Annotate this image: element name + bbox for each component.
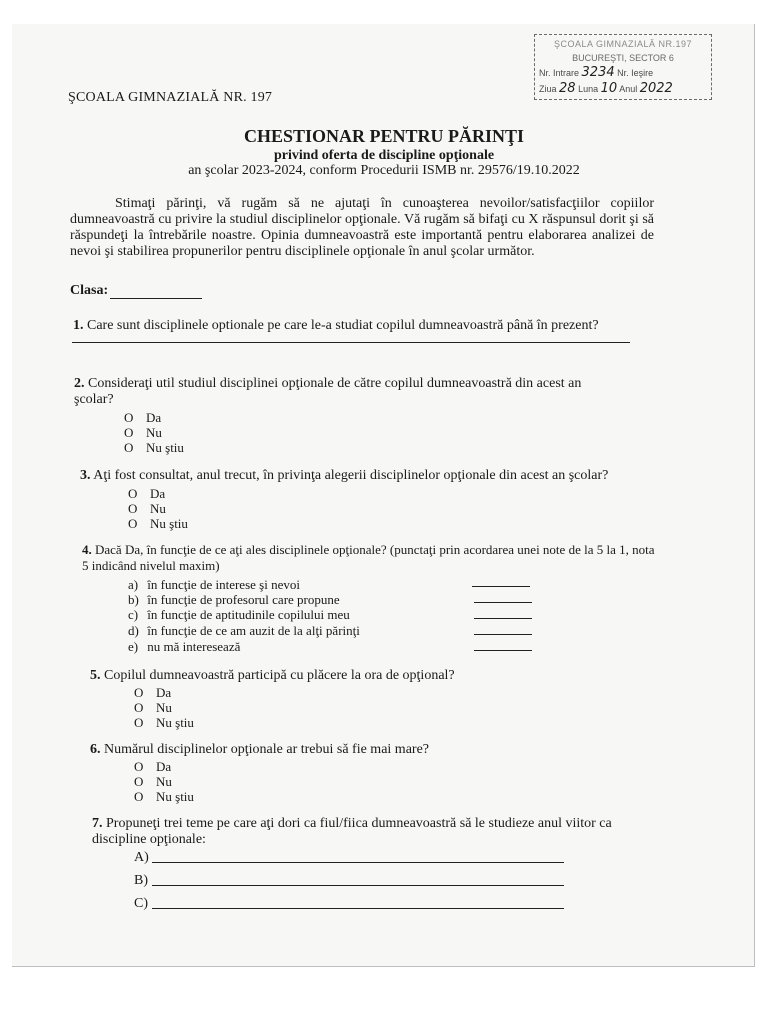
option-circle: O [128,501,138,516]
question-3-option-nu[interactable] [128,501,166,516]
item-letter: c) [128,607,139,622]
score-blank-c[interactable] [474,618,532,619]
option-circle: O [134,700,144,715]
intro-paragraph: Stimaţi părinţi, vă rugăm să ne ajutaţi în cunoaşterea nevoilor/satisfacţiilor copiilor dumneavoastră cu privire la studiul disciplinelor opţionale. Vă rugăm să bifaţi cu X răspunsul dorit şi să răspundeţi la întrebările noastre. Opinia dumneavoastră este importantă pentru elaborarea analizei de nevoi şi stabilirea propunerilor pentru disciplinele opţionale în anul şcolar următor. [70,196,654,259]
question-2-option-nu-stiu[interactable] [124,440,184,455]
option-circle: O [124,410,134,425]
question-5-number: 5. [90,668,101,683]
answer-a-line[interactable] [152,862,564,863]
question-2-number: 2. [74,376,85,391]
question-7-number: 7. [92,816,103,831]
stamp-month: 10 [600,81,618,96]
document-subtitle-year: an şcolar 2023-2024, conform Procedurii ISMB nr. 29576/19.10.2022 [188,163,580,178]
school-name: ŞCOALA GIMNAZIALĂ NR. 197 [68,90,273,105]
option-label: Nu ştiu [150,516,188,531]
option-circle: O [134,685,144,700]
question-5-option-nu[interactable] [134,700,172,715]
class-blank[interactable] [110,285,202,299]
option-label: Nu ştiu [146,440,184,455]
option-label: Nu [156,700,172,715]
question-6-option-nu-stiu[interactable] [134,789,194,804]
question-4-item-b [128,592,340,608]
stamp-address: BUCUREŞTI, SECTOR 6 [572,53,674,63]
stamp-school: ŞCOALA GIMNAZIALĂ NR.197 [553,39,693,49]
class-field [70,283,202,299]
question-4 [82,542,662,574]
question-4-item-a [128,577,300,593]
answer-b-label: B) [134,873,148,888]
stamp-number-row [539,66,653,80]
question-1 [73,318,599,334]
stamp-date-row [539,82,673,96]
option-circle: O [134,789,144,804]
question-3-option-nu-stiu[interactable] [128,516,188,531]
question-4-item-d [128,623,360,639]
question-4-number: 4. [82,542,92,557]
stamp-day-label: Ziua [539,84,557,94]
option-label: Nu ştiu [156,789,194,804]
score-blank-d[interactable] [474,634,532,635]
option-circle: O [128,486,138,501]
option-circle: O [134,759,144,774]
option-circle: O [134,715,144,730]
answer-b-line[interactable] [152,885,564,886]
option-label: Nu [156,774,172,789]
option-label: Da [156,759,172,774]
stamp-month-label: Luna [578,84,599,94]
option-circle: O [134,774,144,789]
item-text: în funcţie de ce am auzit de la alţi părinţi [147,623,360,638]
stamp-year: 2022 [639,81,673,96]
question-4-text: Dacă Da, în funcţie de ce aţi ales disciplinele opţionale? (punctaţi prin acordarea unei note de la 5 la 1, nota 5 indicând nivelul maxim) [82,542,655,573]
question-1-answer-line[interactable] [72,342,630,343]
item-text: în funcţie de interese şi nevoi [147,577,300,592]
question-2-option-da[interactable] [124,410,161,425]
question-6-option-da[interactable] [134,759,171,774]
stamp-day: 28 [559,81,576,96]
option-circle: O [124,440,134,455]
question-5-text: Copilul dumneavoastră participă cu plăcere la ora de opţional? [104,668,455,683]
answer-c-label: C) [134,896,148,911]
option-label: Da [146,410,162,425]
item-letter: b) [128,592,139,607]
option-circle: O [124,425,134,440]
stamp-intrare-value: 3234 [581,65,615,80]
item-text: în funcţie de profesorul care propune [147,592,340,607]
question-1-number: 1. [73,318,84,333]
registration-stamp [534,34,712,100]
answer-c-line[interactable] [152,908,564,909]
question-4-item-c [128,607,350,623]
question-6-option-nu[interactable] [134,774,172,789]
question-3-option-da[interactable] [128,486,165,501]
item-text: nu mă interesează [147,639,241,654]
score-blank-b[interactable] [474,602,532,603]
item-text: în funcţie de aptitudinile copilului meu [147,607,350,622]
question-5-option-da[interactable] [134,685,171,700]
score-blank-a[interactable] [472,586,530,587]
question-7-text: Propuneţi trei teme pe care aţi dori ca fiul/fiica dumneavoastră să le studieze anul viitor ca discipline opţionale: [92,816,612,847]
question-2-option-nu[interactable] [124,425,162,440]
question-6-text: Numărul disciplinelor opţionale ar trebui să fie mai mare? [104,742,429,757]
stamp-year-label: Anul [619,84,638,94]
item-letter: e) [128,639,139,654]
question-6 [90,742,650,758]
question-2 [74,376,614,408]
document-title: CHESTIONAR PENTRU PĂRINŢI [243,126,525,146]
class-label: Clasa: [70,283,109,298]
option-circle: O [128,516,138,531]
answer-a-label: A) [134,850,149,865]
question-3 [80,468,660,484]
question-1-text: Care sunt disciplinele optionale pe care le-a studiat copilul dumneavoastră până în prezent? [87,318,599,333]
question-3-number: 3. [80,468,91,483]
question-3-text: Aţi fost consultat, anul trecut, în privinţa alegerii disciplinelor opţionale din acest an şcolar? [93,468,609,483]
option-label: Nu ştiu [156,715,194,730]
question-5 [90,668,650,684]
document-subtitle: privind oferta de discipline opţionale [273,148,495,163]
item-letter: d) [128,623,139,638]
option-label: Nu [150,501,166,516]
stamp-intrare-label: Nr. Intrare [539,68,580,78]
option-label: Da [150,486,166,501]
question-4-item-e [128,639,240,655]
question-6-number: 6. [90,742,101,757]
question-7 [92,816,652,848]
stamp-iesire-label: Nr. Ieşire [617,68,654,78]
option-label: Nu [146,425,162,440]
score-blank-e[interactable] [474,650,532,651]
question-2-text: Consideraţi util studiul disciplinei opţionale de către copilul dumneavoastră din acest an şcolar? [74,376,582,407]
item-letter: a) [128,577,139,592]
question-5-option-nu-stiu[interactable] [134,715,194,730]
option-label: Da [156,685,172,700]
